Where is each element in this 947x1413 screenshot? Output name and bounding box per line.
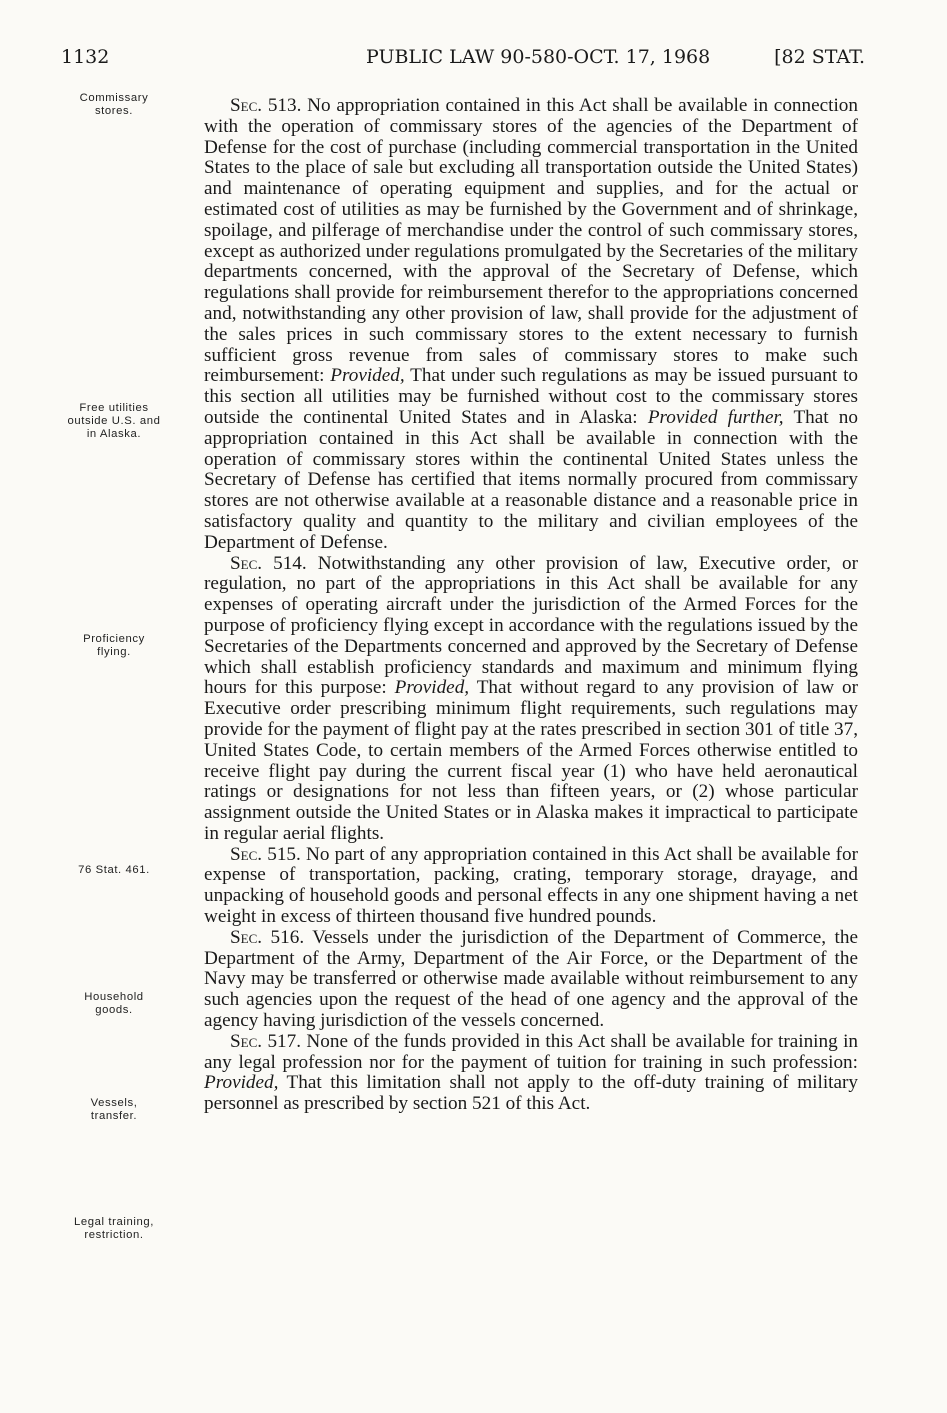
section-label: Sec. 517. [230,1030,302,1052]
section-label: Sec. 515. [230,843,301,865]
margin-note-vessels: Vessels, transfer. [90,1097,138,1122]
page-number: 1132 [61,46,110,68]
section-513: Sec. 513. No appropriation contained in this Act shall be available in connection with the operation of commissary stores of the agencies of the Department of Defense for the cost of purchase (including commercial transportation in the United States to the place of sale but excluding all transportation outside the United States) and maintenance of operating equipment and supplies, and for the actual or estimated cost of utilities as may be furnished by the Government and of shrinkage, spoilage, and pilferage of merchandise under the control of such commissary stores, except as authorized under regulations promulgated by the Secretaries of the military departments concerned, with the approval of the Secretary of Defense, which regulations shall provide for reimbursement therefor to the appropriations concerned and, notwithstanding any other provision of law, shall provide for the adjustment of the sales prices in such commissary stores to the extent necessary to furnish sufficient gross revenue from sales of commissary stores to make such reimbursement: Provided, That under such regulations as may be issued pursuant to this section all utilities may be furnished without cost to the commissary stores outside the continental United States and in Alaska: Provided further, That no appropriation contained in this Act shall be available in connection with the operation of commissary stores within the continental United States unless the Secretary of Defense has certified that items normally procured from commissary stores are not otherwise available at a reasonable distance and a reasonable price in satisfactory quality and quantity to the military and civilian employees of the Department of Defense. [204,95,858,553]
margin-note-proficiency-flying: Proficiency flying. [83,633,145,658]
section-517: Sec. 517. None of the funds provided in this Act shall be available for training in any legal profession nor for the payment of tuition for training in such profession: Provided, That this limitation shall not apply to the off-duty training of military personnel as prescribed by section 521 of this Act. [204,1030,858,1115]
section-label: Sec. 513. [230,95,302,116]
section-label: Sec. 514. [230,552,307,574]
section-515: Sec. 515. No part of any appropriation contained in this Act shall be available for expense of transportation, packing, crating, temporary storage, drayage, and unpacking of household goods and personal effects in any one shipment having a net weight in excess of thirteen thousand five hundred pounds. [204,843,858,928]
margin-note-free-utilities: Free utilities outside U.S. and in Alaska. [67,402,161,440]
section-label: Sec. 516. [230,926,305,948]
margin-note-legal-training: Legal training, restriction. [74,1216,154,1241]
section-514: Sec. 514. Notwithstanding any other provision of law, Executive order, or regulation, no part of the appropriations in this Act shall be available for any expenses of operating aircraft under the jurisdiction of the Armed Forces for the purpose of proficiency flying except in accordance with the regulations issued by the Secretaries of the Departments concerned and approved by the Secretary of Defense which shall establish proficiency standards and maximum and minimum flying hours for this purpose: Provided, That without regard to any provision of law or Executive order prescribing minimum flight requirements, such regulations may provide for the payment of flight pay at the rates prescribed in section 301 of title 37, United States Code, to certain members of the Armed Forces otherwise entitled to receive flight pay during the current fiscal year (1) who have held aeronautical ratings or designations for not less than fifteen years, or (2) whose particular assignment outside the United States or in Alaska makes it impractical to participate in regular aerial flights. [204,552,858,844]
margin-note-household-goods: Household goods. [84,991,144,1016]
page-title: PUBLIC LAW 90-580-OCT. 17, 1968 [366,46,711,68]
section-516: Sec. 516. Vessels under the jurisdiction of the Department of Commerce, the Department of the Army, Department of the Air Force, or the Department of the Navy may be transferred or otherwise made available without reimbursement to any such agencies upon the request of the head of one agency and the approval of the agency having jurisdiction of the vessels concerned. [204,926,858,1032]
statute-reference: [82 STAT. [774,46,865,68]
margin-note-stat-reference: 76 Stat. 461. [78,864,150,876]
margin-note-commissary: Commissary stores. [79,92,149,117]
running-header [0,46,947,76]
law-text [204,96,858,1115]
